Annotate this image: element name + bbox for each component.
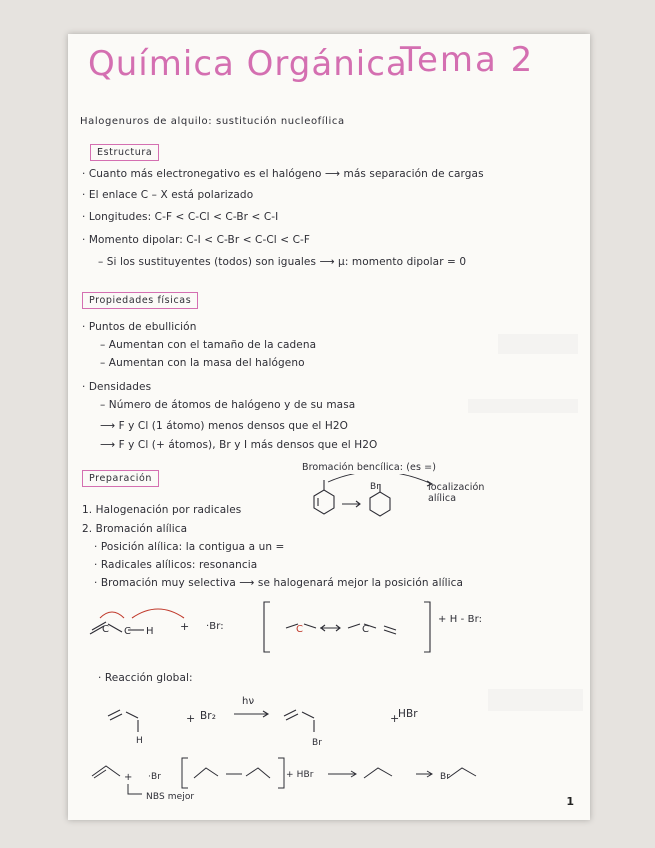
section-label-propiedades: Propiedades físicas	[82, 292, 198, 309]
svg-text:H: H	[146, 626, 154, 637]
benzene-ring-left	[314, 490, 334, 514]
estructura-line-4: · Momento dipolar: C-I < C-Br < C-Cl < C-F	[82, 234, 311, 246]
benzylic-bromination-scheme	[298, 474, 438, 534]
svg-text:+: +	[390, 712, 400, 725]
svg-text:C: C	[124, 626, 131, 637]
bottom-hbr: + HBr	[286, 770, 314, 780]
page-title: Química Orgánica	[88, 44, 408, 84]
section-label-preparacion: Preparación	[82, 470, 159, 487]
propiedades-line-5: – Número de átomos de halógeno y de su masa	[100, 399, 356, 411]
svg-text:C: C	[362, 624, 369, 635]
nbs-note: NBS mejor	[146, 792, 195, 802]
page-number: 1	[566, 795, 574, 808]
svg-text:+: +	[124, 772, 133, 783]
mech-hbr-product: + H - Br:	[438, 614, 483, 625]
preparacion-line-4: · Radicales alílicos: resonancia	[94, 559, 258, 571]
global-h: H	[136, 736, 143, 746]
propiedades-line-4: · Densidades	[82, 381, 152, 393]
benzylic-br-label: Br	[370, 482, 381, 492]
page-subtitle: Halogenuros de alquilo: sustitución nucleofílica	[80, 116, 345, 127]
bleed-through-3	[488, 689, 583, 711]
notebook-page	[68, 34, 590, 820]
bottom-br-label: Br	[440, 772, 451, 782]
estructura-line-1: · Cuanto más electronegativo es el halógeno ⟶ más separación de cargas	[82, 168, 484, 180]
estructura-line-5: – Si los sustituyentes (todos) son iguales ⟶ μ: momento dipolar = 0	[98, 256, 467, 268]
propiedades-line-2: – Aumentan con el tamaño de la cadena	[100, 339, 317, 351]
svg-text:+: +	[186, 712, 196, 725]
tema-title: Tema 2	[400, 40, 535, 80]
note-bromacion-bencilica: Bromación bencílica: (es =)	[302, 462, 437, 473]
bracket-left	[264, 602, 270, 652]
propiedades-line-3: – Aumentan con la masa del halógeno	[100, 357, 305, 369]
svg-text:C: C	[102, 624, 109, 635]
preparacion-line-5: · Bromación muy selectiva ⟶ se halogenará mejor la posición alílica	[94, 577, 464, 589]
propiedades-line-7: ⟶ F y Cl (+ átomos), Br y I más densos que el H2O	[100, 439, 378, 451]
global-br: Br	[312, 738, 323, 748]
bleed-through-1	[498, 334, 578, 354]
allylic-mechanism-scheme	[78, 596, 498, 656]
bleed-through-2	[468, 399, 578, 413]
preparacion-line-3: · Posición alílica: la contigua a un =	[94, 541, 285, 553]
mech-br-radical: ·Br:	[206, 621, 224, 632]
estructura-line-3: · Longitudes: C-F < C-Cl < C-Br < C-I	[82, 211, 279, 223]
propiedades-line-1: · Puntos de ebullición	[82, 321, 197, 333]
svg-text:C: C	[296, 624, 303, 635]
svg-text:+: +	[180, 620, 190, 633]
benzene-ring-right	[370, 492, 390, 516]
global-br2: Br₂	[200, 710, 217, 722]
bracket-right	[424, 602, 430, 652]
global-reaction-label: · Reacción global:	[98, 672, 193, 684]
global-hv: hν	[242, 696, 255, 707]
global-hbr: HBr	[398, 708, 418, 720]
bottom-br-radical: ·Br	[148, 772, 162, 782]
estructura-line-2: · El enlace C – X está polarizado	[82, 189, 254, 201]
note-localizacion-alilica: localización alílica	[428, 482, 485, 504]
preparacion-line-2: 2. Bromación alílica	[82, 523, 188, 535]
preparacion-line-1: 1. Halogenación por radicales	[82, 504, 242, 516]
section-label-estructura: Estructura	[90, 144, 159, 161]
propiedades-line-6: ⟶ F y Cl (1 átomo) menos densos que el H2O	[100, 420, 349, 432]
